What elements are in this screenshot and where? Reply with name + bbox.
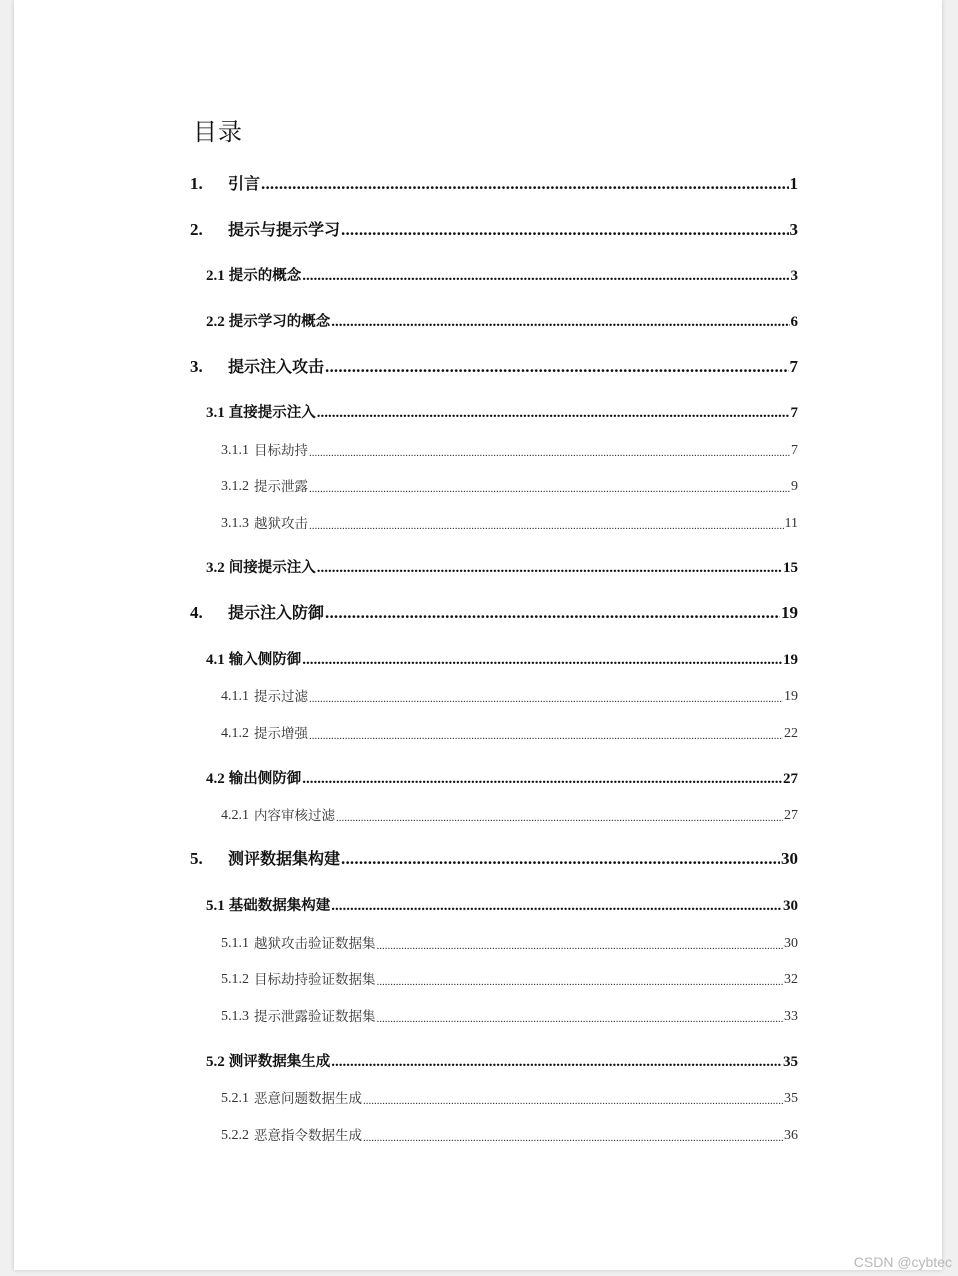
toc-entry-label: 目标劫持	[254, 443, 308, 459]
toc-entry-label: 测评数据集构建	[228, 849, 341, 868]
toc-entry-page-number: 7	[791, 443, 798, 458]
toc-entry-3[interactable]	[190, 355, 798, 377]
toc-entry-number: 4.1.1	[221, 689, 249, 704]
toc-entry-page-number: 11	[784, 516, 798, 531]
watermark: CSDN @cybtec	[853, 1254, 952, 1270]
toc-entry-number: 4.1	[206, 652, 225, 668]
dot-leader	[331, 898, 782, 915]
toc-entry-page-number: 1	[789, 174, 798, 193]
dot-leader	[336, 812, 783, 824]
dot-leader	[302, 771, 782, 788]
toc-entry-page-number: 19	[783, 652, 798, 668]
dot-leader	[331, 1054, 782, 1071]
dot-leader	[363, 1095, 783, 1107]
toc-entry-number: 3.1.2	[221, 479, 249, 494]
toc-entry-page-number: 33	[784, 1009, 798, 1024]
toc-entry-4-1-1[interactable]	[221, 683, 798, 705]
toc-entry-label: 内容审核过滤	[254, 808, 335, 824]
toc-entry-page-number: 15	[783, 560, 798, 576]
dot-leader	[309, 447, 790, 459]
toc-entry-number: 3.1.3	[221, 516, 249, 531]
dot-leader	[317, 405, 790, 422]
toc-entry-number: 2.2	[206, 314, 225, 330]
toc-entry-4-2-1[interactable]	[221, 802, 798, 824]
toc-entry-3-1-2[interactable]	[221, 473, 798, 495]
toc-entry-3-2[interactable]	[206, 555, 798, 577]
toc-entry-number: 1.	[190, 174, 203, 193]
toc-entry-number: 5.1.3	[221, 1009, 249, 1024]
toc-entry-page-number: 7	[790, 405, 798, 421]
dot-leader	[325, 603, 780, 623]
toc-entry-page-number: 27	[784, 808, 798, 823]
toc-entry-label: 提示泄露	[254, 479, 308, 495]
toc-entry-label: 引言	[228, 174, 261, 193]
toc-entry-label: 输入侧防御	[228, 652, 302, 668]
toc-entry-number: 3.1.1	[221, 443, 249, 458]
toc-entry-page-number: 32	[784, 972, 798, 987]
toc-entry-label: 提示注入攻击	[228, 357, 325, 376]
toc-entry-5[interactable]	[190, 847, 798, 869]
toc-entry-number: 4.2.1	[221, 808, 249, 823]
toc-entry-number: 3.	[190, 357, 203, 376]
dot-leader	[331, 314, 789, 331]
toc-entry-label: 输出侧防御	[228, 771, 302, 787]
toc-entry-number: 5.2.1	[221, 1091, 249, 1106]
toc-entry-5-1[interactable]	[206, 893, 798, 915]
toc-entry-4-1-2[interactable]	[221, 720, 798, 742]
dot-leader	[309, 520, 784, 532]
toc-entry-1[interactable]	[190, 172, 798, 194]
toc-title: 目录	[193, 118, 243, 146]
toc-entry-label: 提示注入防御	[228, 603, 325, 622]
toc-entry-number: 5.2.2	[221, 1128, 249, 1143]
dot-leader	[302, 652, 782, 669]
toc-entry-label: 越狱攻击验证数据集	[254, 936, 376, 952]
toc-entry-page-number: 30	[783, 898, 798, 914]
toc-entry-3-1[interactable]	[206, 400, 798, 422]
toc-entry-5-1-1[interactable]	[221, 930, 798, 952]
toc-entry-4-2[interactable]	[206, 766, 798, 788]
toc-entry-page-number: 7	[789, 357, 798, 376]
toc-entry-page-number: 22	[784, 726, 798, 741]
dot-leader	[309, 693, 783, 705]
toc-entry-label: 恶意指令数据生成	[254, 1128, 362, 1144]
dot-leader	[261, 174, 788, 194]
toc-entry-number: 4.2	[206, 771, 225, 787]
toc-entry-4-1[interactable]	[206, 647, 798, 669]
dot-leader	[377, 1013, 784, 1025]
toc-entry-page-number: 36	[784, 1128, 798, 1143]
toc-entry-2[interactable]	[190, 218, 798, 240]
toc-entry-3-1-3[interactable]	[221, 510, 798, 532]
toc-entry-2-2[interactable]	[206, 309, 798, 331]
dot-leader	[325, 357, 788, 377]
toc-entry-4[interactable]	[190, 601, 798, 623]
dot-leader	[341, 220, 788, 240]
toc-entry-page-number: 19	[781, 603, 798, 622]
toc-entry-label: 恶意问题数据生成	[254, 1091, 362, 1107]
toc-entry-number: 5.1.1	[221, 936, 249, 951]
toc-entry-page-number: 30	[781, 849, 798, 868]
toc-entry-5-2[interactable]	[206, 1049, 798, 1071]
toc-entry-label: 提示过滤	[254, 689, 308, 705]
toc-entry-number: 5.	[190, 849, 203, 868]
toc-entry-5-2-2[interactable]	[221, 1122, 798, 1144]
toc-entry-label: 间接提示注入	[228, 560, 316, 576]
dot-leader	[309, 730, 783, 742]
toc-entry-number: 5.1	[206, 898, 225, 914]
toc-entry-page-number: 35	[784, 1091, 798, 1106]
toc-entry-label: 测评数据集生成	[228, 1054, 331, 1070]
toc-entry-label: 提示与提示学习	[228, 220, 341, 239]
toc-entry-5-2-1[interactable]	[221, 1085, 798, 1107]
toc-entry-label: 直接提示注入	[228, 405, 316, 421]
toc-entry-number: 5.1.2	[221, 972, 249, 987]
toc-entry-3-1-1[interactable]	[221, 437, 798, 459]
toc-entry-page-number: 3	[789, 220, 798, 239]
toc-entry-label: 基础数据集构建	[228, 898, 331, 914]
toc-entry-label: 目标劫持验证数据集	[254, 972, 376, 988]
dot-leader	[302, 268, 789, 285]
toc-entry-page-number: 30	[784, 936, 798, 951]
dot-leader	[341, 849, 780, 869]
toc-entry-label: 提示泄露验证数据集	[254, 1009, 376, 1025]
dot-leader	[317, 560, 782, 577]
dot-leader	[377, 976, 784, 988]
toc-entry-number: 4.	[190, 603, 203, 622]
dot-leader	[377, 940, 784, 952]
document-page	[14, 0, 942, 1270]
toc-entry-page-number: 19	[784, 689, 798, 704]
toc-entry-page-number: 35	[783, 1054, 798, 1070]
toc-entry-number: 3.2	[206, 560, 225, 576]
toc-entry-label: 越狱攻击	[254, 516, 308, 532]
toc-entry-label: 提示学习的概念	[228, 314, 331, 330]
toc-entry-page-number: 27	[783, 771, 798, 787]
toc-entry-label: 提示的概念	[228, 268, 302, 284]
toc-entry-label: 提示增强	[254, 726, 308, 742]
toc-entry-page-number: 9	[791, 479, 798, 494]
toc-entry-5-1-2[interactable]	[221, 966, 798, 988]
toc-entry-number: 2.	[190, 220, 203, 239]
toc-entry-2-1[interactable]	[206, 263, 798, 285]
toc-entry-number: 3.1	[206, 405, 225, 421]
toc-entry-number: 4.1.2	[221, 726, 249, 741]
toc-entry-page-number: 6	[790, 314, 798, 330]
toc-entry-5-1-3[interactable]	[221, 1003, 798, 1025]
toc-entry-page-number: 3	[790, 268, 798, 284]
dot-leader	[309, 483, 790, 495]
dot-leader	[363, 1132, 783, 1144]
toc-entry-number: 2.1	[206, 268, 225, 284]
toc-entry-number: 5.2	[206, 1054, 225, 1070]
